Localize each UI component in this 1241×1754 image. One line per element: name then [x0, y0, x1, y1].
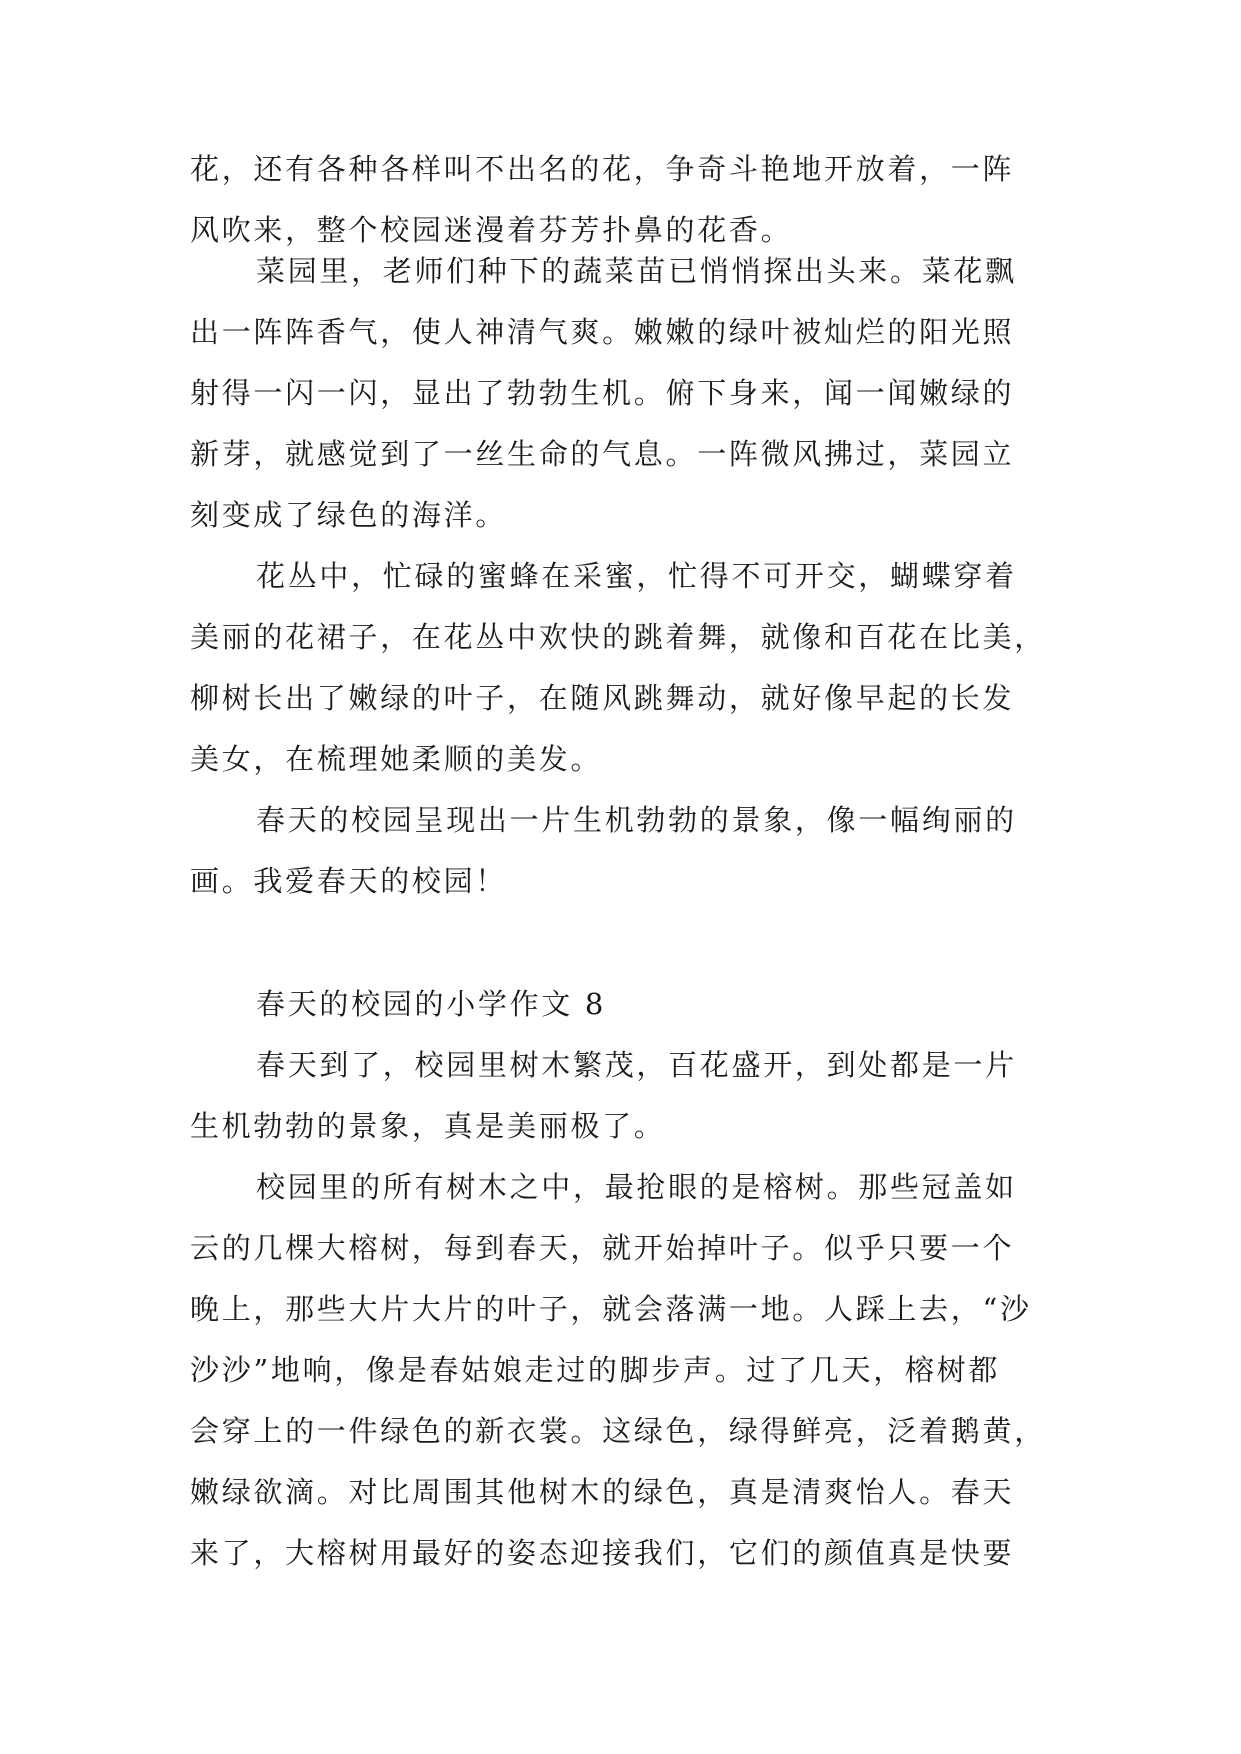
essay-heading: 春天的校园的小学作文 8 — [256, 987, 607, 1021]
text-line: 美女，在梳理她柔顺的美发。 — [190, 742, 603, 776]
text-line: 刻变成了绿色的海洋。 — [190, 498, 508, 532]
text-line: 美丽的花裙子，在花丛中欢快的跳着舞，就像和百花在比美， — [190, 620, 1046, 654]
paragraph-conclusion — [190, 790, 1046, 912]
text-line: 画。我爱春天的校园！ — [190, 864, 508, 898]
text-line: 花，还有各种各样叫不出名的花，争奇斗艳地开放着，一阵 — [190, 152, 1015, 186]
text-line: 生机勃勃的景象，真是美丽极了。 — [190, 1109, 666, 1143]
text-line: 菜园里，老师们种下的蔬菜苗已悄悄探出头来。菜花飘 — [256, 254, 1017, 288]
text-line: 晚上，那些大片大片的叶子，就会落满一地。人踩上去，“沙 — [190, 1292, 1032, 1326]
text-line: 花丛中，忙碌的蜜蜂在采蜜，忙得不可开交，蝴蝶穿着 — [256, 559, 1017, 593]
text-line: 会穿上的一件绿色的新衣裳。这绿色，绿得鲜亮，泛着鹅黄， — [190, 1414, 1046, 1448]
text-line: 嫩绿欲滴。对比周围其他树木的绿色，真是清爽怡人。春天 — [190, 1475, 1015, 1509]
text-line: 沙沙”地响，像是春姑娘走过的脚步声。过了几天，榕树都 — [190, 1353, 1001, 1387]
text-line: 新芽，就感觉到了一丝生命的气息。一阵微风拂过，菜园立 — [190, 437, 1015, 471]
text-line: 云的几棵大榕树，每到春天，就开始掉叶子。似乎只要一个 — [190, 1231, 1015, 1265]
text-line: 出一阵阵香气，使人神清气爽。嫩嫩的绿叶被灿烂的阳光照 — [190, 315, 1015, 349]
text-line: 来了，大榕树用最好的姿态迎接我们，它们的颜值真是快要 — [190, 1536, 1015, 1570]
paragraph-spring-arrives — [190, 1035, 1046, 1157]
text-line: 射得一闪一闪，显出了勃勃生机。俯下身来，闻一闻嫩绿的 — [190, 376, 1015, 410]
paragraph-bees-butterflies — [190, 546, 1046, 790]
text-line: 春天的校园呈现出一片生机勃勃的景象，像一幅绚丽的 — [256, 803, 1017, 837]
paragraph-banyan-trees — [190, 1157, 1046, 1584]
text-line: 校园里的所有树木之中，最抢眼的是榕树。那些冠盖如 — [256, 1170, 1017, 1204]
text-line: 春天到了，校园里树木繁茂，百花盛开，到处都是一片 — [256, 1048, 1017, 1082]
text-line: 柳树长出了嫩绿的叶子，在随风跳舞动，就好像早起的长发 — [190, 681, 1015, 715]
paragraph-vegetable-garden — [190, 241, 1046, 546]
text-line: 风吹来，整个校园迷漫着芬芳扑鼻的花香。 — [190, 213, 793, 247]
